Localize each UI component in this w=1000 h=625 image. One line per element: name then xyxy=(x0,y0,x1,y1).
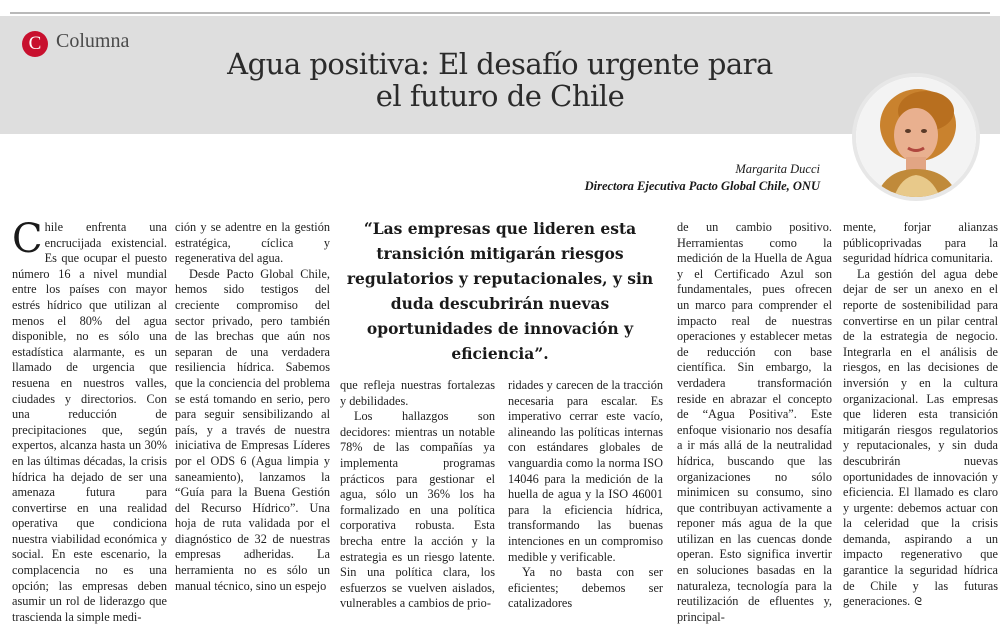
headline-line-1: Agua positiva: El desafío urgente para xyxy=(227,47,773,81)
headline-line-2: el futuro de Chile xyxy=(375,79,625,113)
body-column-3 xyxy=(340,378,495,612)
paragraph: Ya no basta con ser eficientes; debemos ser catalizadores xyxy=(508,565,663,611)
body-column-4 xyxy=(508,378,663,612)
paragraph xyxy=(12,216,167,625)
byline xyxy=(585,161,820,195)
paragraph-text: hile enfrenta una encrucijada existencial. Es que ocupar el puesto número 16 a nivel mundial entre los países con mayor estrés hídrico que utilizan al menos el 80% del agua disponible, no es sólo una estadística alarmante, es un llamado de urgencia que resuena en nuestros valles, ciudades y directorios. Con una reducción de precipitaciones que, según expertos, alcanza hasta un 30% en las últimas décadas, la crisis hídrica ha dejado de ser una amenaza futura para convertirse en una realidad operativa que condiciona nuestra viabilidad económica y social. En este escenario, la complacencia no es una opción; las empresas deben asumir un rol de liderazgo que trascienda la simple medi- xyxy=(12,220,167,624)
end-mark-icon: ᘓ xyxy=(914,596,923,609)
top-rule-line xyxy=(10,12,990,14)
body-column-2 xyxy=(175,220,330,594)
paragraph: que refleja nuestras fortalezas y debilidades. xyxy=(340,378,495,408)
author-portrait-image xyxy=(856,77,976,197)
paragraph: Los hallazgos son decidores: mientras un notable 78% de las compañías ya implementa programas prácticos para gestionar el agua, sólo un 36% los ha formalizado en una política corporativa robusta. Esta brecha entre la acción y la estrategia es un riesgo latente. Sin una política clara, los esfuerzos se vuelven aislados, vulnerables a cambios de prio- xyxy=(340,409,495,611)
author-name: Margarita Ducci xyxy=(735,162,820,176)
body-column-1 xyxy=(12,216,167,625)
author-photo xyxy=(852,73,980,201)
top-rule xyxy=(0,0,1000,16)
paragraph-text: La gestión del agua debe dejar de ser un anexo en el reporte de sostenibilidad para convertirse en un pilar central de la estrategia de negocio. Integrarla en el análisis de riesgos, en las decisiones de inversión y en la cultura organizacional. Las empresas que lideren esta transición mitigarán riesgos regulatorios y reputacionales, y sin duda descubrirán nuevas oportunidades de innovación y eficiencia. El llamado es claro y urgente: debemos actuar con la celeridad que la crisis demanda, aspirando a un impacto regenerativo que garantice la seguridad hídrica de Chile y las futuras generaciones. xyxy=(843,266,998,609)
headline xyxy=(150,48,850,112)
dropcap: C xyxy=(12,216,43,262)
pull-quote: “Las empresas que lideren esta transición mitigarán riesgos regulatorios y reputacionales, y sin duda descubrirán nuevas oportunidades de innovación y eficiencia”. xyxy=(346,219,654,363)
paragraph: Desde Pacto Global Chile, hemos sido testigos del creciente compromiso del sector privado, pero también de las brechas que aún nos separan de una verdadera resiliencia hídrica. Sabemos que la conciencia del problema se está tomando en serio, pero para seguir sensibilizando al país, y a través de nuestra iniciativa de Empresas Líderes por el ODS 6 (Agua limpia y saneamiento), lanzamos la “Guía para la Buena Gestión del Recurso Hídrico”. Una hoja de ruta validada por el diagnóstico de 32 de nuestras empresas adheridas. La herramienta no es sólo un manual técnico, sino un espejo xyxy=(175,266,330,593)
paragraph: ción y se adentre en la gestión estratégica, cíclica y regenerativa del agua. xyxy=(175,220,330,266)
author-role: Directora Ejecutiva Pacto Global Chile, ONU xyxy=(584,179,820,193)
paragraph xyxy=(843,267,998,611)
paragraph: mente, forjar alianzas públicoprivadas para la seguridad hídrica comunitaria. xyxy=(843,220,998,266)
body-column-6 xyxy=(843,220,998,611)
body-column-5 xyxy=(677,220,832,625)
section-badge: C xyxy=(22,31,48,57)
paragraph: de un cambio positivo. Herramientas como la medición de la Huella de Agua y el Certificado Azul son fundamentales, pues ofrecen un marco para comprender el impacto real de nuestras operaciones y establecer metas de reducción con base científica. Sin embargo, la verdadera transformación reside en abrazar el concepto de “Agua Positiva”. Este enfoque visionario nos desafía a ir más allá de la neutralidad hídrica, buscando que las organizaciones no sólo minimicen su consumo, sino que contribuyan activamente a reponer más agua de la que utilizan en las cuencas donde operan. Esto significa invertir en soluciones basadas en la naturaleza, tecnología para la reutilización de efluentes y, principal- xyxy=(677,220,832,624)
section-label: Columna xyxy=(56,30,130,52)
paragraph: ridades y carecen de la tracción necesaria para escalar. Es imperativo cerrar este vacío, alineando las políticas internas con estándares globales de vanguardia como la norma ISO 14046 para la medición de la huella de agua y la ISO 46001 para la eficiencia hídrica, transformando las buenas intenciones en un compromiso medible y verificable. xyxy=(508,378,663,564)
